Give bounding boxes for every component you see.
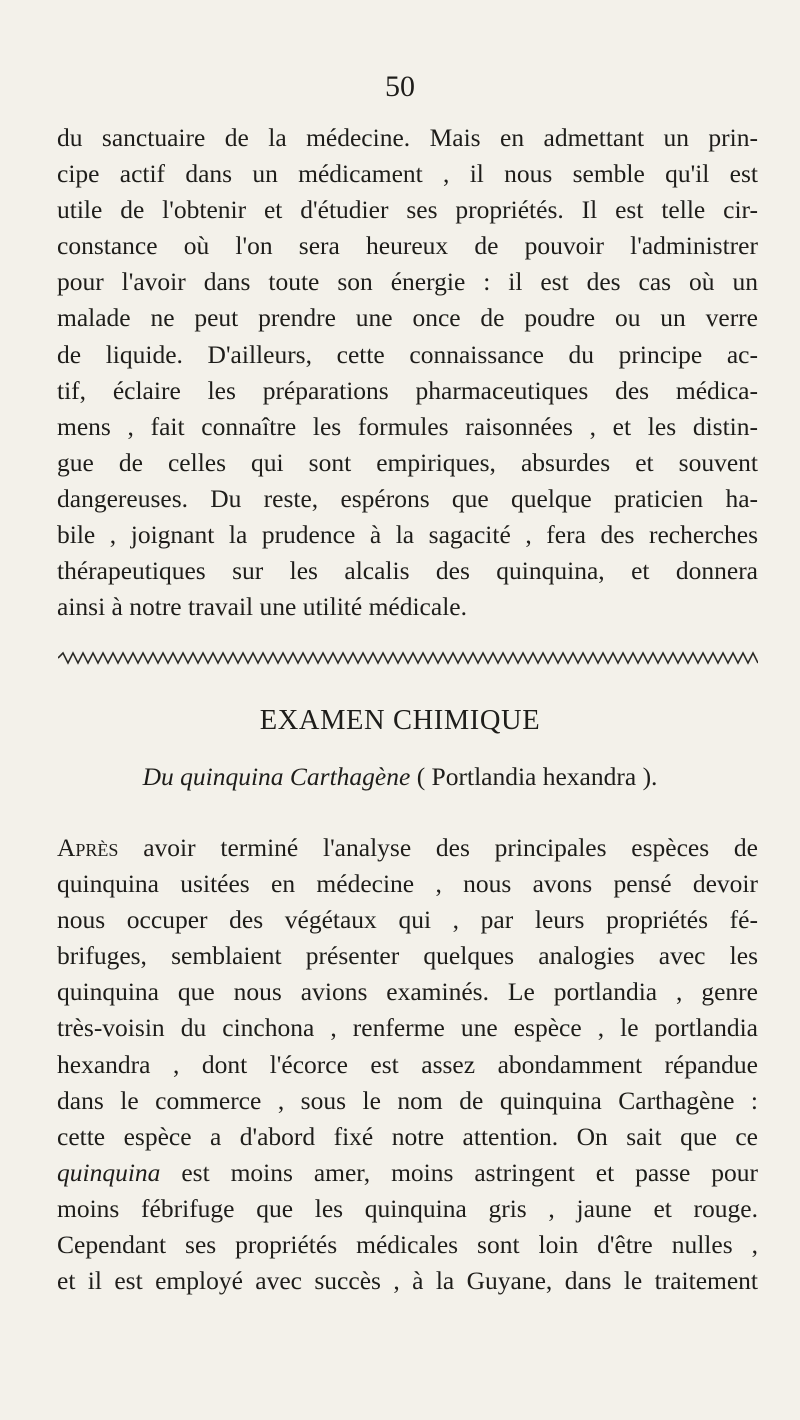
italic-word: quinquina <box>57 1157 161 1187</box>
subtitle-roman: ( Portlandia hexandra ). <box>416 762 658 791</box>
subtitle-italic: Du quinquina Carthagène <box>142 762 411 791</box>
text-line: thérapeutiques sur les alcalis des quinquina, et donnera <box>57 556 758 586</box>
text-line: malade ne peut prendre une once de poudre ou un verre <box>57 303 758 333</box>
text-line: gue de celles qui sont empiriques, absurdes et souvent <box>57 447 758 477</box>
section-title: EXAMEN CHIMIQUE <box>259 705 541 736</box>
text-line: brifuges, semblaient présenter quelques analogies avec les <box>57 941 758 971</box>
text-line <box>57 830 758 866</box>
text-line: et il est employé avec succès , à la Guyane, dans le traitement <box>57 1266 758 1296</box>
text-line <box>57 1155 758 1191</box>
text-line: cipe actif dans un médicament , il nous semble qu'il est <box>57 159 758 189</box>
text-line-rest: avoir terminé l'analyse des principales espèces de <box>118 833 758 862</box>
section-subtitle <box>0 760 800 794</box>
text-line: utile de l'obtenir et d'étudier ses propriétés. Il est telle cir- <box>57 195 758 225</box>
text-line: dans le commerce , sous le nom de quinquina Carthagène : <box>57 1085 758 1115</box>
text-line: du sanctuaire de la médecine. Mais en admettant un prin- <box>57 123 758 152</box>
text-line: constance où l'on sera heureux de pouvoir l'administrer <box>57 231 758 261</box>
text-line: bile , joignant la prudence à la sagacité , fera des recherches <box>57 520 758 550</box>
text-line: pour l'avoir dans toute son énergie : il est des cas où un <box>57 267 758 297</box>
text-line: quinquina usitées en médecine , nous avons pensé devoir <box>57 869 758 899</box>
text-line: hexandra , dont l'écorce est assez abondamment répandue <box>57 1049 758 1079</box>
page-number: 50 <box>385 70 415 103</box>
paragraph-continued <box>57 120 758 625</box>
text-line: nous occuper des végétaux qui , par leurs propriétés fé- <box>57 905 758 935</box>
paragraph-main <box>57 830 758 1299</box>
text-line: quinquina que nous avions examinés. Le portlandia , genre <box>57 977 758 1007</box>
text-line: ainsi à notre travail une utilité médicale. <box>57 592 467 622</box>
text-line: de liquide. D'ailleurs, cette connaissance du principe ac- <box>57 339 758 369</box>
text-line: moins fébrifuge que les quinquina gris , jaune et rouge. <box>57 1193 758 1223</box>
drop-word: Après <box>57 833 119 862</box>
text-line: dangereuses. Du reste, espérons que quelque praticien ha- <box>57 483 758 513</box>
text-line: très-voisin du cinchona , renferme une espèce , le portlandia <box>57 1013 758 1043</box>
text-line: tif, éclaire les préparations pharmaceutiques des médica- <box>57 375 758 405</box>
text-line: cette espèce a d'abord fixé notre attention. On sait que ce <box>57 1121 758 1151</box>
text-line: Cependant ses propriétés médicales sont loin d'être nulles , <box>57 1230 758 1260</box>
ornamental-rule <box>58 650 758 666</box>
text-line-rest: est moins amer, moins astringent et passe pour <box>160 1157 758 1187</box>
text-line: mens , fait connaître les formules raisonnées , et les distin- <box>57 411 758 441</box>
